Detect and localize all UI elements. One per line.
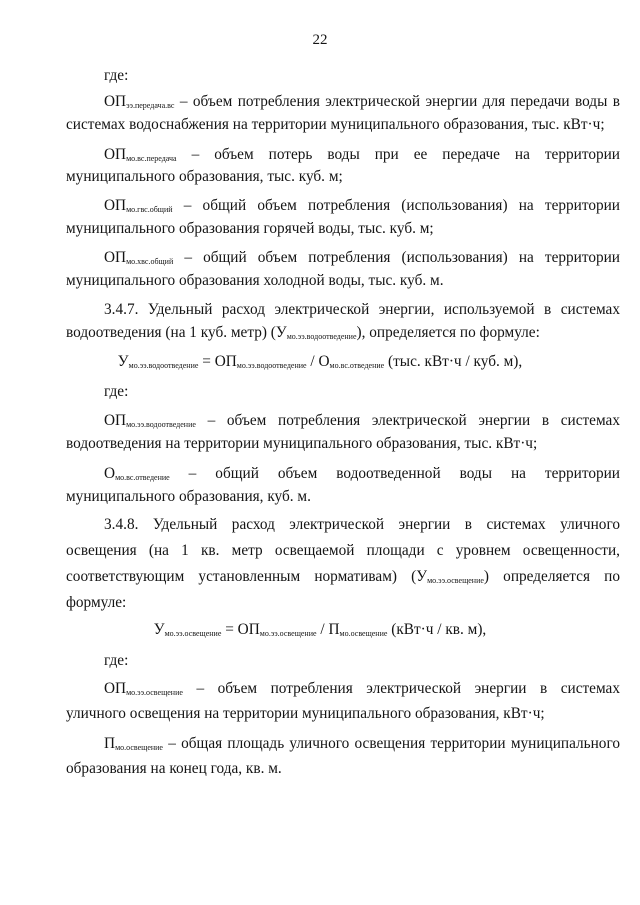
section-348-line-3: соответствующим установленным нормативам) $(У_{мо.ээ.освещение})$ определяется по [66, 568, 620, 585]
where-label-2: где: [104, 383, 129, 400]
definition-1-line-2: системах водоснабжения на территории муниципального образования, тыс. кВт·ч; [66, 116, 605, 133]
definition-5-line-2: водоотведения на территории муниципального образования, тыс. кВт·ч; [66, 435, 538, 452]
definition-8-line-1: $П_{мо.освещение}$ – общая площадь уличного освещения территории муниципального [104, 735, 620, 752]
definition-3-line-2: муниципального образования горячей воды, тыс. куб. м; [66, 220, 434, 237]
section-348-line-2: освещения (на 1 кв. метр освещаемой площади с уровнем освещенности, [66, 542, 620, 559]
definition-6-line-2: муниципального образования, куб. м. [66, 488, 311, 505]
definition-7-line-2: уличного освещения на территории муниципального образования, кВт·ч; [66, 705, 545, 722]
where-label-1: где: [104, 67, 129, 84]
section-348-line-1: 3.4.8. Удельный расход электрической энергии в системах уличного [104, 516, 620, 533]
definition-2-line-1: $ОП_{мо.вс.передача}$ – объем потерь воды при ее передаче на территории [104, 146, 620, 163]
page-number: 22 [312, 32, 328, 48]
formula-2: $У_{мо.ээ.освещение} = ОП_{мо.ээ.освещение} / П_{мо.освещение}$ (кВт·ч / кв. м), [153, 621, 487, 638]
definition-4-line-2: муниципального образования холодной воды, тыс. куб. м. [66, 272, 444, 289]
section-347-line-2: водоотведения (на 1 куб. метр) $(У_{мо.ээ.водоотведение})$, определяется по формуле: [66, 324, 540, 341]
where-label-3: где: [104, 652, 129, 669]
definition-5-line-1: $ОП_{мо.ээ.водоотведение}$ – объем потребления электрической энергии в системах [104, 412, 620, 429]
section-348-line-4: формуле: [66, 594, 127, 611]
definition-1-line-1: $ОП_{ээ.передача.вс}$ – объем потребления электрической энергии для передачи воды в [104, 93, 620, 110]
definition-4-line-1: $ОП_{мо.хвс.общий}$ – общий объем потребления (использования) на территории [104, 249, 620, 266]
definition-6-line-1: $О_{мо.вс.отведение}$ – общий объем водоотведенной воды на территории [104, 465, 620, 482]
section-347-line-1: 3.4.7. Удельный расход электрической энергии, используемой в системах [104, 301, 620, 318]
definition-8-line-2: образования на конец года, кв. м. [66, 760, 282, 777]
definition-3-line-1: $ОП_{мо.гвс.общий}$ – общий объем потребления (использования) на территории [104, 197, 620, 214]
formula-1: $У_{мо.ээ.водоотведение} = ОП_{мо.ээ.водоотведение} / О_{мо.вс.отведение}$ (тыс. кВт·ч / куб. м), [117, 353, 523, 370]
definition-2-line-2: муниципального образования, тыс. куб. м; [66, 168, 343, 185]
definition-7-line-1: $ОП_{мо.ээ.освещение}$ – объем потребления электрической энергии в системах [104, 680, 620, 697]
